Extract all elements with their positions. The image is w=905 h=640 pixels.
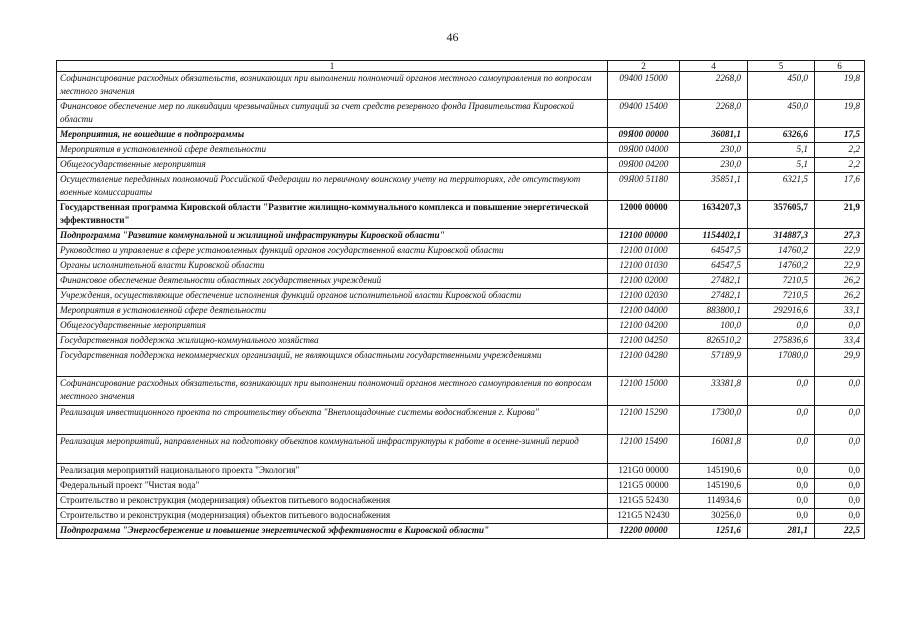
row-plan-cell: 64547,5: [680, 244, 748, 259]
row-name-cell: Учреждения, осуществляющие обеспечение исполнения функций органов исполнительной власти Кировской области: [57, 289, 608, 304]
budget-table: [56, 60, 865, 539]
row-percent-cell: 19,8: [815, 100, 865, 128]
table-row: [57, 464, 865, 479]
table-row: [57, 289, 865, 304]
row-percent-cell: 0,0: [815, 479, 865, 494]
row-code-cell: 121G0 00000: [608, 464, 680, 479]
row-name-cell: Финансовое обеспечение мер по ликвидации чрезвычайных ситуаций за счет средств резервного фонда Правительства Кировской области: [57, 100, 608, 128]
row-code-cell: 12100 04000: [608, 304, 680, 319]
table-row: [57, 229, 865, 244]
row-percent-cell: 22,5: [815, 524, 865, 539]
row-plan-cell: 36081,1: [680, 128, 748, 143]
row-code-cell: 12100 02000: [608, 274, 680, 289]
row-code-cell: 121G5 52430: [608, 494, 680, 509]
row-plan-cell: 145190,6: [680, 479, 748, 494]
row-name-cell: Подпрограмма "Энергосбережение и повышение энергетической эффективности в Кировской области": [57, 524, 608, 539]
row-percent-cell: 0,0: [815, 377, 865, 406]
row-plan-cell: 27482,1: [680, 274, 748, 289]
row-percent-cell: 0,0: [815, 319, 865, 334]
table-row: [57, 143, 865, 158]
row-code-cell: 09400 15000: [608, 72, 680, 100]
row-plan-cell: 114934,6: [680, 494, 748, 509]
row-percent-cell: 22,9: [815, 259, 865, 274]
table-row: [57, 406, 865, 435]
row-plan-cell: 64547,5: [680, 259, 748, 274]
table-row: [57, 274, 865, 289]
row-code-cell: 12100 04280: [608, 349, 680, 377]
row-plan-cell: 1251,6: [680, 524, 748, 539]
column-number: 5: [748, 61, 815, 72]
table-row: [57, 128, 865, 143]
row-code-cell: 12100 02030: [608, 289, 680, 304]
row-name-cell: Органы исполнительной власти Кировской области: [57, 259, 608, 274]
row-plan-cell: 27482,1: [680, 289, 748, 304]
row-fact-cell: 314887,3: [748, 229, 815, 244]
row-fact-cell: 357605,7: [748, 201, 815, 229]
row-name-cell: Осуществление переданных полномочий Российской Федерации по первичному воинскому учету на территориях, где отсутствуют военные комиссариаты: [57, 173, 608, 201]
table-row: [57, 524, 865, 539]
row-name-cell: Реализация мероприятий национального проекта "Экология": [57, 464, 608, 479]
table-row: [57, 377, 865, 406]
row-plan-cell: 57189,9: [680, 349, 748, 377]
row-percent-cell: 27,3: [815, 229, 865, 244]
row-fact-cell: 0,0: [748, 464, 815, 479]
column-number: 4: [680, 61, 748, 72]
row-plan-cell: 100,0: [680, 319, 748, 334]
row-percent-cell: 0,0: [815, 435, 865, 464]
row-fact-cell: 5,1: [748, 143, 815, 158]
row-fact-cell: 14760,2: [748, 244, 815, 259]
row-plan-cell: 230,0: [680, 158, 748, 173]
row-code-cell: 121G5 00000: [608, 479, 680, 494]
row-code-cell: 09Я00 00000: [608, 128, 680, 143]
row-name-cell: Федеральный проект "Чистая вода": [57, 479, 608, 494]
row-name-cell: Софинансирование расходных обязательств, возникающих при выполнении полномочий органов местного самоуправления по вопросам местного значения: [57, 377, 608, 406]
row-code-cell: 12100 04200: [608, 319, 680, 334]
row-percent-cell: 21,9: [815, 201, 865, 229]
row-percent-cell: 17,5: [815, 128, 865, 143]
row-plan-cell: 2268,0: [680, 100, 748, 128]
row-fact-cell: 275836,6: [748, 334, 815, 349]
row-fact-cell: 450,0: [748, 100, 815, 128]
row-name-cell: Подпрограмма "Развитие коммунальной и жилищной инфраструктуры Кировской области": [57, 229, 608, 244]
page-number: 46: [446, 30, 459, 44]
table-row: [57, 304, 865, 319]
row-name-cell: Мероприятия в установленной сфере деятельности: [57, 143, 608, 158]
row-fact-cell: 0,0: [748, 319, 815, 334]
row-fact-cell: 0,0: [748, 494, 815, 509]
row-name-cell: Мероприятия, не вошедшие в подпрограммы: [57, 128, 608, 143]
row-name-cell: Государственная поддержка некоммерческих организаций, не являющихся областными государственными учреждениями: [57, 349, 608, 377]
table-row: [57, 244, 865, 259]
row-plan-cell: 16081,8: [680, 435, 748, 464]
row-plan-cell: 1634207,3: [680, 201, 748, 229]
row-percent-cell: 19,8: [815, 72, 865, 100]
row-code-cell: 09400 15400: [608, 100, 680, 128]
row-fact-cell: 7210,5: [748, 289, 815, 304]
row-name-cell: Софинансирование расходных обязательств, возникающих при выполнении полномочий органов местного самоуправления по вопросам местного значения: [57, 72, 608, 100]
row-name-cell: Государственная программа Кировской области "Развитие жилищно-коммунального комплекса и повышение энергетической эффективности": [57, 201, 608, 229]
table-row: [57, 100, 865, 128]
row-name-cell: Государственная поддержка жилищно-коммунального хозяйства: [57, 334, 608, 349]
row-percent-cell: 0,0: [815, 494, 865, 509]
row-percent-cell: 22,9: [815, 244, 865, 259]
row-code-cell: 12100 01000: [608, 244, 680, 259]
row-fact-cell: 14760,2: [748, 259, 815, 274]
row-fact-cell: 292916,6: [748, 304, 815, 319]
row-fact-cell: 0,0: [748, 435, 815, 464]
row-name-cell: Руководство и управление в сфере установленных функций органов государственной власти Кировской области: [57, 244, 608, 259]
column-number: 6: [815, 61, 865, 72]
row-percent-cell: 17,6: [815, 173, 865, 201]
row-fact-cell: 6326,6: [748, 128, 815, 143]
row-percent-cell: 33,1: [815, 304, 865, 319]
row-fact-cell: 0,0: [748, 406, 815, 435]
column-number: 1: [57, 61, 608, 72]
table-row: [57, 72, 865, 100]
row-name-cell: Финансовое обеспечение деятельности областных государственных учреждений: [57, 274, 608, 289]
row-fact-cell: 281,1: [748, 524, 815, 539]
row-percent-cell: 2,2: [815, 143, 865, 158]
row-name-cell: Строительство и реконструкция (модернизация) объектов питьевого водоснабжения: [57, 494, 608, 509]
row-plan-cell: 2268,0: [680, 72, 748, 100]
table-row: [57, 201, 865, 229]
row-percent-cell: 26,2: [815, 274, 865, 289]
row-fact-cell: 0,0: [748, 479, 815, 494]
table-row: [57, 319, 865, 334]
table-row: [57, 259, 865, 274]
row-plan-cell: 30256,0: [680, 509, 748, 524]
row-fact-cell: 17080,0: [748, 349, 815, 377]
row-fact-cell: 6321,5: [748, 173, 815, 201]
row-fact-cell: 0,0: [748, 377, 815, 406]
table-row: [57, 334, 865, 349]
row-code-cell: 12100 15000: [608, 377, 680, 406]
row-plan-cell: 1154402,1: [680, 229, 748, 244]
row-code-cell: 09Я00 04200: [608, 158, 680, 173]
row-fact-cell: 0,0: [748, 509, 815, 524]
table-row: [57, 173, 865, 201]
row-percent-cell: 0,0: [815, 406, 865, 435]
table-row: [57, 158, 865, 173]
row-percent-cell: 2,2: [815, 158, 865, 173]
row-percent-cell: 29,9: [815, 349, 865, 377]
row-code-cell: 12200 00000: [608, 524, 680, 539]
row-plan-cell: 17300,0: [680, 406, 748, 435]
row-plan-cell: 35851,1: [680, 173, 748, 201]
row-name-cell: Общегосударственные мероприятия: [57, 319, 608, 334]
row-plan-cell: 145190,6: [680, 464, 748, 479]
row-code-cell: 12100 15290: [608, 406, 680, 435]
row-plan-cell: 230,0: [680, 143, 748, 158]
row-name-cell: Строительство и реконструкция (модернизация) объектов питьевого водоснабжения: [57, 509, 608, 524]
row-name-cell: Реализация инвестиционного проекта по строительству объекта "Внеплощадочные системы водоснабжения г. Кирова": [57, 406, 608, 435]
row-percent-cell: 26,2: [815, 289, 865, 304]
row-code-cell: 12100 04250: [608, 334, 680, 349]
table-row: [57, 494, 865, 509]
row-name-cell: Мероприятия в установленной сфере деятельности: [57, 304, 608, 319]
row-fact-cell: 7210,5: [748, 274, 815, 289]
row-code-cell: 12000 00000: [608, 201, 680, 229]
table-row: [57, 509, 865, 524]
row-plan-cell: 826510,2: [680, 334, 748, 349]
column-number-header: [57, 61, 865, 72]
row-name-cell: Реализация мероприятий, направленных на подготовку объектов коммунальной инфраструктуры к работе в осенне-зимний период: [57, 435, 608, 464]
row-name-cell: Общегосударственные мероприятия: [57, 158, 608, 173]
row-plan-cell: 33381,8: [680, 377, 748, 406]
column-number: 2: [608, 61, 680, 72]
row-percent-cell: 0,0: [815, 464, 865, 479]
table-row: [57, 435, 865, 464]
row-percent-cell: 0,0: [815, 509, 865, 524]
row-fact-cell: 5,1: [748, 158, 815, 173]
table-row: [57, 479, 865, 494]
row-code-cell: 12100 15490: [608, 435, 680, 464]
row-fact-cell: 450,0: [748, 72, 815, 100]
row-code-cell: 09Я00 51180: [608, 173, 680, 201]
table-row: [57, 349, 865, 377]
row-code-cell: 09Я00 04000: [608, 143, 680, 158]
row-code-cell: 121G5 N2430: [608, 509, 680, 524]
row-code-cell: 12100 00000: [608, 229, 680, 244]
row-percent-cell: 33,4: [815, 334, 865, 349]
row-plan-cell: 883800,1: [680, 304, 748, 319]
row-code-cell: 12100 01030: [608, 259, 680, 274]
